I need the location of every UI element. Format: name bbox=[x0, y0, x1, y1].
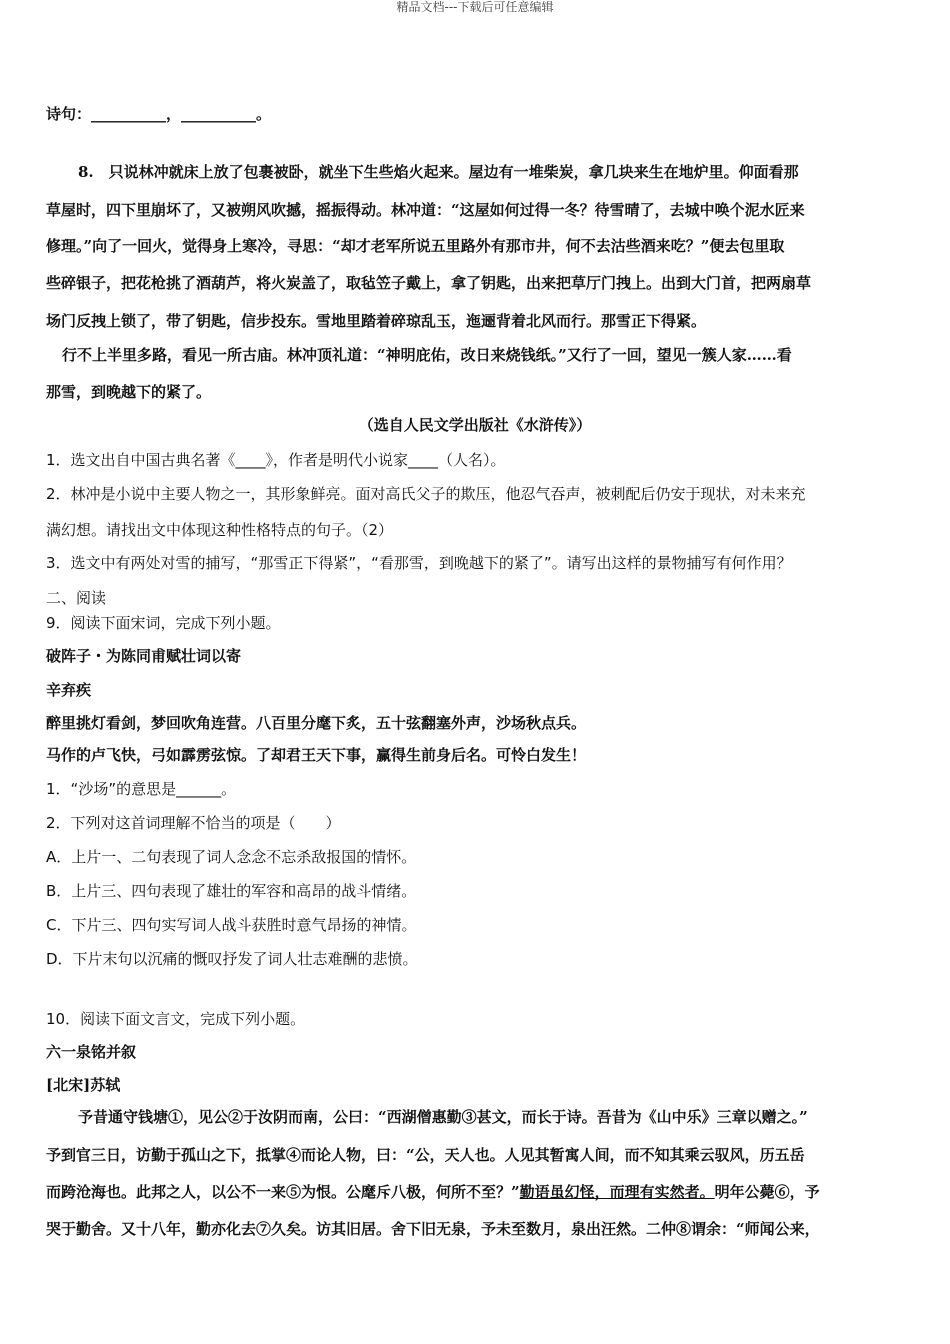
q8-line-5: 场门反拽上锁了，带了钥匙，信步投东。雪地里踏着碎琼乱玉，迤逦背着北风而行。那雪正下得紧。 bbox=[46, 312, 707, 330]
q10-line-3-text: 而跨沧海也。此邦之人，以公不一来⑤为恨。公麾斥八极，何所不至？” bbox=[46, 1183, 520, 1201]
q9-option-b: B．上片三、四句表现了雄壮的军容和高昂的战斗情绪。 bbox=[46, 882, 417, 900]
q10-line-3 bbox=[46, 1182, 906, 1202]
q8-line-6: 行不上半里多路，看见一所古庙。林冲顶礼道：“神明庇佑，改日来烧钱纸。”又行了一回，望见一簇人家……看 bbox=[62, 346, 792, 364]
q8-line-3: 修理。”向了一回火，觉得身上寒冷，寻思：“却才老军所说五里路外有那市井，何不去沽些酒来吃？”便去包里取 bbox=[46, 237, 785, 255]
q8-line-7: 那雪，到晚越下的紧了。 bbox=[46, 383, 212, 401]
q10-line-3-tail: 明年公薨⑥，予 bbox=[714, 1183, 820, 1201]
q9-poem-author: 辛弃疾 bbox=[46, 681, 92, 699]
q9-question-2: 2．下列对这首词理解不恰当的项是（ ） bbox=[46, 814, 341, 832]
q10-title: 六一泉铭并叙 bbox=[46, 1043, 137, 1061]
q8-question-2: 2．林冲是小说中主要人物之一，其形象鲜亮。面对高氏父子的欺压，他忍气吞声，被刺配后仍安于现状，对未来充 bbox=[46, 485, 806, 503]
q9-poem-title: 破阵子・为陈同甫赋壮词以寄 bbox=[46, 647, 242, 665]
page-header: 精品文档---下载后可任意编辑 bbox=[396, 0, 554, 14]
q10-line-1: 予昔通守钱塘①，见公②于汝阴而南，公曰：“西湖僧惠勤③甚文，而长于诗。吾昔为《山中乐》三章以赠之。” bbox=[78, 1108, 808, 1126]
q8-line-4: 些碎银子，把花枪挑了酒葫芦，将火炭盖了，取毡笠子戴上，拿了钥匙，出来把草厅门拽上。出到大门首，把两扇草 bbox=[46, 274, 812, 292]
q9-poem-line-1: 醉里挑灯看剑，梦回吹角连营。八百里分麾下炙，五十弦翻塞外声，沙场秋点兵。 bbox=[46, 714, 587, 732]
q10-line-2: 予到官三日，访勤于孤山之下，抵掌④而论人物，曰：“公，天人也。人见其暂寓人间，而不知其乘云驭风，历五岳 bbox=[46, 1146, 805, 1164]
q9-intro: 9．阅读下面宋词，完成下列小题。 bbox=[46, 614, 281, 632]
poem-blank-line: 诗句：__________，__________。 bbox=[46, 105, 272, 123]
q9-option-d: D．下片末句以沉痛的慨叹抒发了词人壮志难酬的悲愤。 bbox=[46, 950, 418, 968]
q8-question-1: 1．选文出自中国古典名著《____》，作者是明代小说家____（人名）。 bbox=[46, 451, 506, 469]
q10-line-4: 哭于勤舍。又十八年，勤亦化去⑦久矣。访其旧居。舍下旧无泉，予未至数月，泉出汪然。二仲⑧谓余：“师闻公来， bbox=[46, 1220, 820, 1238]
q9-poem-line-2: 马作的卢飞快，弓如霹雳弦惊。了却君王天下事，赢得生前身后名。可怜白发生！ bbox=[46, 746, 587, 764]
q8-line-1: 8. 只说林冲就床上放了包裹被卧，就坐下生些焰火起来。屋边有一堆柴炭，拿几块来生在地炉里。仰面看那 bbox=[78, 163, 799, 181]
q8-question-3: 3．选文中有两处对雪的捕写，“那雪正下得紧”，“看那雪，到晚越下的紧了”。请写出这样的景物捕写有何作用？ bbox=[46, 554, 792, 572]
q10-author: [北宋]苏轼 bbox=[46, 1076, 121, 1094]
q10-intro: 10．阅读下面文言文，完成下列小题。 bbox=[46, 1010, 306, 1028]
q9-question-1: 1．“沙场”的意思是______。 bbox=[46, 780, 237, 798]
q9-option-a: A．上片一、二句表现了词人念念不忘杀敌报国的情怀。 bbox=[46, 848, 417, 866]
q8-line-2: 草屋时，四下里崩坏了，又被朔风吹撼，摇振得动。林冲道：“这屋如何过得一冬？待雪晴了，去城中唤个泥水匠来 bbox=[46, 201, 805, 219]
q9-option-c: C．下片三、四句实写词人战斗获胜时意气昂扬的神情。 bbox=[46, 916, 417, 934]
q8-question-2-cont: 满幻想。请找出文中体现这种性格特点的句子。（2） bbox=[46, 521, 394, 539]
section-heading: 二、阅读 bbox=[46, 589, 107, 607]
q8-source: （选自人民文学出版社《水浒传》） bbox=[358, 416, 592, 434]
q10-underlined-sentence: 勤语虽幻怪，而理有实然者。 bbox=[519, 1183, 715, 1201]
